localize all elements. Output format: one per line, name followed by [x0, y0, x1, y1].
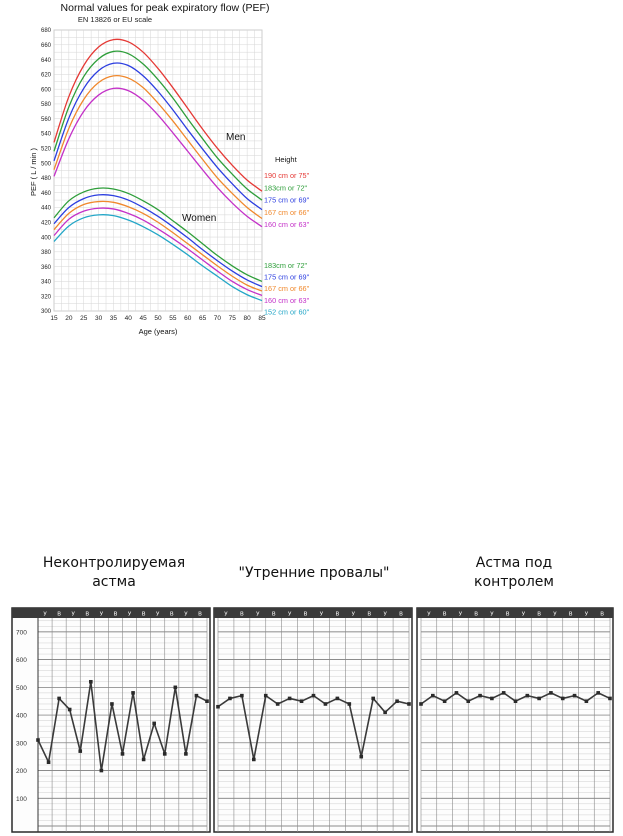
peak-flow-point	[228, 697, 232, 701]
legend-item-men: 160 cm or 63"	[264, 220, 310, 230]
day-marker-label: У	[458, 611, 463, 618]
peak-flow-point	[455, 691, 459, 695]
day-marker-label: У	[156, 611, 160, 618]
peak-flow-point	[121, 752, 125, 756]
peak-flow-point	[526, 694, 530, 698]
y-tick-label: 600	[40, 87, 51, 94]
legend-item-women: 152 cm or 60"	[264, 307, 310, 317]
chart-grid	[54, 30, 262, 311]
legend-title: Height	[275, 155, 297, 164]
peak-flow-point	[596, 691, 600, 695]
day-marker-label: В	[474, 611, 479, 618]
caption-morning-dips	[214, 564, 414, 583]
peak-flow-point	[585, 699, 589, 703]
y-tick-label: 500	[40, 161, 51, 168]
day-marker-label: У	[71, 611, 75, 618]
day-marker-label: У	[351, 611, 355, 618]
peak-flow-point	[407, 702, 411, 706]
y-tick-label: 420	[40, 220, 51, 227]
day-marker-label: У	[99, 611, 104, 618]
day-marker-label: В	[198, 611, 202, 618]
y-tick-label: 620	[40, 72, 51, 79]
x-tick-label: 75	[228, 315, 236, 322]
x-tick-label: 55	[169, 315, 177, 322]
caption-controlled-asthma	[418, 554, 610, 592]
legend-item-women: 160 cm or 63"	[264, 295, 310, 305]
day-marker-label: У	[319, 611, 324, 618]
peak-flow-point	[163, 752, 167, 756]
legend-item-women: 175 cm or 69"	[264, 272, 310, 282]
x-tick-label: 45	[139, 315, 147, 322]
peak-flow-diary-panels	[0, 600, 623, 836]
peak-flow-point	[419, 702, 423, 706]
day-marker-label: У	[184, 611, 188, 618]
peak-flow-point	[216, 705, 220, 709]
x-axis-ticks	[50, 315, 266, 322]
day-marker-label: У	[584, 611, 589, 618]
x-tick-label: 80	[243, 315, 251, 322]
caption-line: Астма под	[475, 555, 553, 571]
x-tick-label: 15	[50, 315, 58, 322]
y-tick-label: 320	[40, 294, 51, 301]
peak-flow-point	[359, 755, 363, 759]
chart-title: Normal values for peak expiratory flow (PEF)	[60, 2, 270, 14]
legend-item-men: 175 cm or 69"	[264, 195, 310, 205]
women-group-label: Women	[182, 213, 217, 224]
legend-item-women: 167 cm or 66"	[264, 284, 310, 294]
y-tick-label: 520	[40, 146, 51, 153]
peak-flow-point	[490, 697, 494, 701]
peak-flow-point	[348, 702, 352, 706]
y-tick-label: 460	[40, 190, 51, 197]
peak-flow-point	[205, 699, 209, 703]
day-marker-label: У	[127, 611, 132, 618]
panel-y-tick-label: 600	[16, 657, 27, 665]
peak-flow-point	[478, 694, 482, 698]
y-tick-label: 380	[40, 250, 51, 257]
day-marker-label: В	[568, 611, 573, 618]
peak-flow-point	[514, 699, 518, 703]
y-axis-label: PEF ( L / min )	[29, 147, 38, 197]
peak-flow-point	[502, 691, 506, 695]
day-marker-label: У	[490, 611, 494, 618]
x-tick-label: 85	[258, 315, 266, 322]
peak-flow-point	[561, 697, 565, 701]
x-tick-label: 30	[94, 315, 103, 322]
day-marker-label: В	[239, 611, 244, 618]
y-tick-label: 660	[40, 42, 51, 49]
x-tick-label: 40	[124, 315, 132, 322]
legend-item-men: 190 cm or 75"	[264, 171, 310, 180]
x-tick-label: 60	[184, 315, 192, 322]
caption-line: Неконтролируемая	[42, 555, 186, 571]
peak-flow-point	[57, 697, 61, 701]
peak-flow-point	[371, 697, 375, 701]
day-marker-label: В	[537, 611, 542, 618]
peak-flow-point	[142, 758, 146, 762]
caption-line: астма	[92, 574, 136, 590]
caption-uncontrolled-asthma	[14, 554, 214, 592]
chart-legend	[264, 171, 310, 316]
peak-flow-point	[443, 699, 447, 703]
pef-normal-values-chart	[0, 0, 310, 340]
x-tick-label: 65	[198, 315, 207, 322]
panel-y-tick-label: 200	[16, 768, 27, 776]
x-tick-label: 35	[109, 315, 118, 322]
day-marker-label: У	[553, 611, 557, 618]
day-marker-label: В	[113, 611, 118, 618]
peak-flow-point	[68, 708, 72, 712]
peak-flow-point	[573, 694, 577, 698]
caption-line: "Утренние провалы"	[238, 565, 390, 581]
day-marker-label: В	[271, 611, 276, 618]
peak-flow-panel-morning_dips	[214, 608, 412, 832]
y-tick-label: 480	[40, 176, 51, 183]
peak-flow-point	[537, 697, 541, 701]
peak-flow-point	[152, 722, 156, 726]
peak-flow-point	[264, 694, 268, 698]
day-marker-label: В	[505, 611, 510, 618]
peak-flow-point	[288, 697, 292, 701]
legend-item-men: 183cm or 72"	[264, 183, 308, 193]
y-tick-label: 580	[40, 102, 51, 109]
day-marker-label: В	[303, 611, 308, 618]
peak-flow-point	[184, 752, 188, 756]
day-marker-label: У	[287, 611, 292, 618]
panel-y-tick-label: 400	[16, 712, 27, 720]
x-tick-label: 25	[80, 315, 88, 322]
peak-flow-point	[240, 694, 244, 698]
legend-item-men: 167 cm or 66"	[264, 207, 310, 217]
y-tick-label: 540	[40, 131, 51, 138]
day-marker-label: В	[85, 611, 90, 618]
peak-flow-point	[78, 749, 82, 753]
y-tick-label: 680	[40, 28, 51, 35]
panel-y-tick-label: 300	[16, 740, 27, 748]
peak-flow-panel-uncontrolled	[12, 608, 210, 832]
peak-flow-point	[466, 699, 470, 703]
y-tick-label: 400	[40, 235, 51, 242]
day-marker-label: В	[442, 611, 447, 618]
caption-line: контролем	[474, 574, 554, 590]
y-tick-label: 340	[40, 279, 51, 286]
peak-flow-point	[100, 769, 104, 773]
day-marker-label: В	[141, 611, 146, 618]
peak-flow-panel-controlled	[417, 608, 613, 832]
peak-flow-point	[395, 699, 399, 703]
chart-subtitle: EN 13826 or EU scale	[77, 15, 153, 24]
x-axis-label: Age (years)	[138, 327, 178, 336]
peak-flow-point	[36, 738, 40, 742]
day-marker-label: У	[43, 611, 47, 618]
x-tick-label: 70	[213, 315, 222, 322]
peak-flow-point	[89, 680, 93, 684]
peak-flow-point	[276, 702, 280, 706]
peak-flow-point	[383, 710, 387, 714]
panel-y-tick-label: 700	[16, 629, 27, 637]
peak-flow-point	[131, 691, 135, 695]
peak-flow-point	[252, 758, 256, 762]
peak-flow-point	[431, 694, 435, 698]
peak-flow-point	[549, 691, 553, 695]
peak-flow-point	[312, 694, 316, 698]
day-marker-label: У	[521, 611, 526, 618]
day-marker-label: У	[224, 611, 228, 618]
day-marker-label: В	[57, 611, 62, 618]
peak-flow-point	[324, 702, 328, 706]
y-tick-label: 640	[40, 57, 51, 64]
day-marker-label: В	[169, 611, 174, 618]
day-marker-label: В	[367, 611, 372, 618]
panel-y-tick-label: 500	[16, 684, 27, 692]
peak-flow-point	[608, 697, 612, 701]
peak-flow-point	[110, 702, 114, 706]
y-tick-label: 300	[40, 309, 51, 316]
men-group-label: Men	[226, 132, 246, 143]
y-axis-ticks	[41, 28, 52, 315]
peak-flow-point	[300, 699, 304, 703]
day-marker-label: У	[427, 611, 431, 618]
day-marker-label: В	[600, 611, 605, 618]
y-tick-label: 440	[40, 205, 51, 212]
peak-flow-point	[174, 686, 178, 690]
day-marker-label: У	[256, 611, 260, 618]
panel-y-tick-label: 100	[16, 795, 27, 803]
x-tick-label: 20	[65, 315, 73, 322]
peak-flow-point	[47, 760, 51, 764]
y-tick-label: 560	[40, 116, 51, 123]
peak-flow-point	[195, 694, 199, 698]
day-marker-label: В	[335, 611, 340, 618]
day-marker-label: У	[383, 611, 387, 618]
panel-header-strip	[12, 608, 210, 618]
x-tick-label: 50	[154, 315, 162, 322]
day-marker-label: В	[399, 611, 403, 618]
peak-flow-point	[336, 697, 340, 701]
y-tick-label: 360	[40, 264, 51, 271]
legend-item-women: 183cm or 72"	[264, 261, 308, 270]
